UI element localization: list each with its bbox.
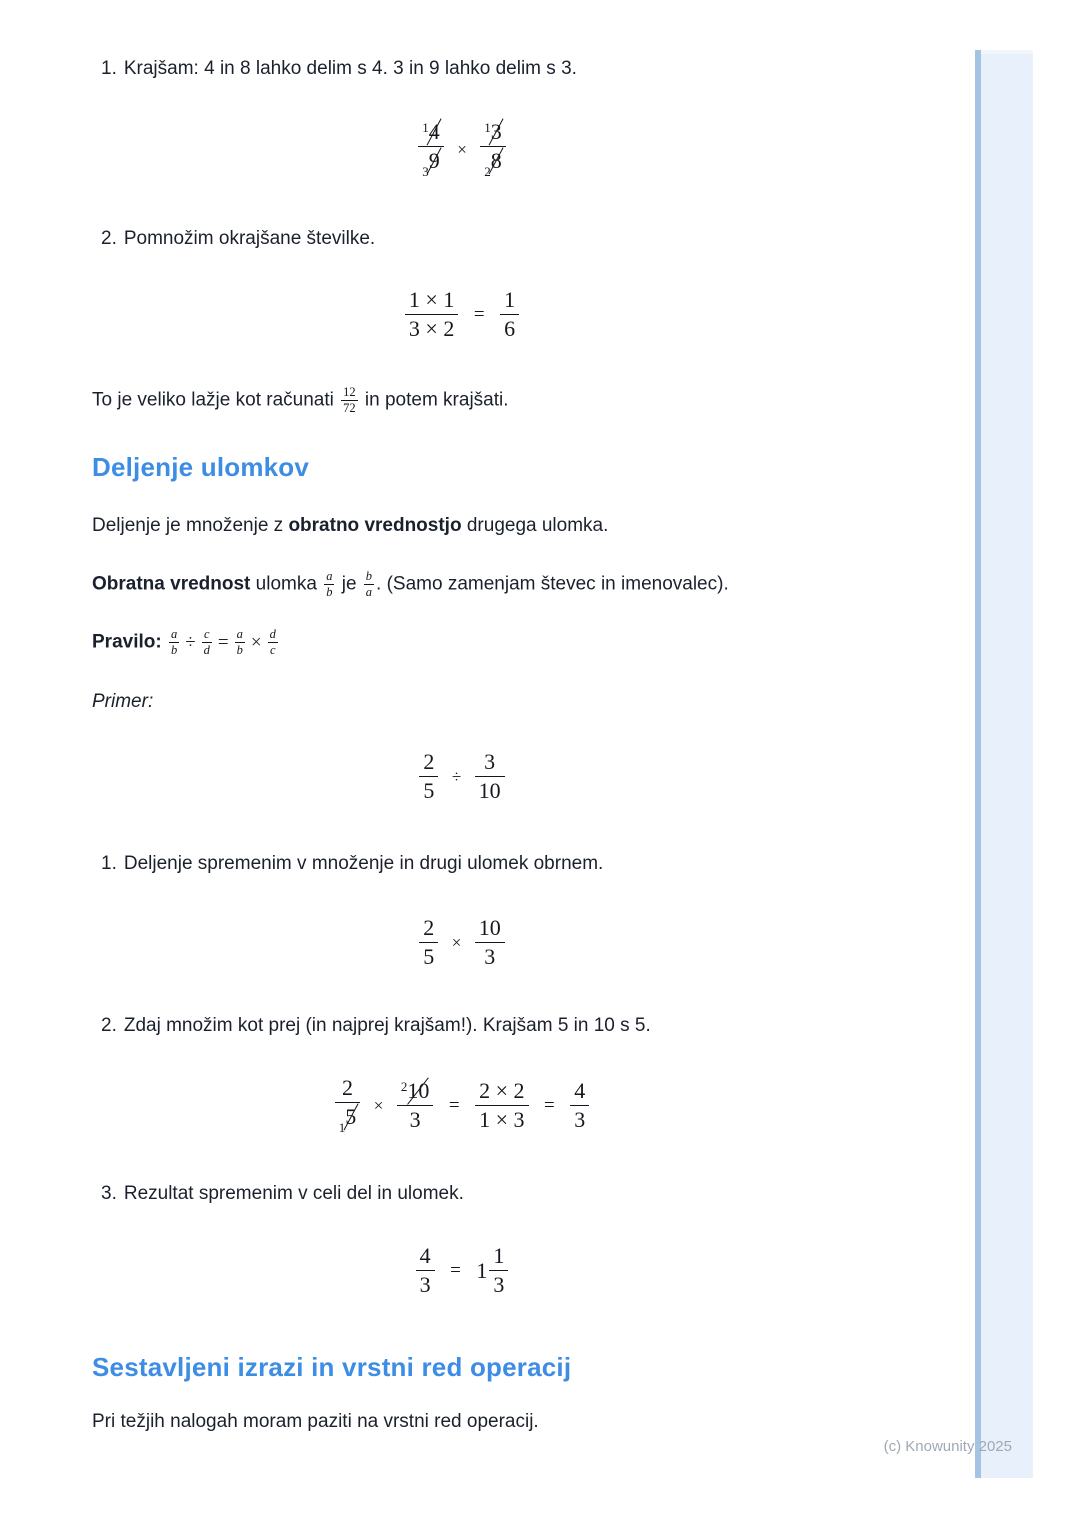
text: . (Samo zamenjam števec in imenovalec). [376,573,729,595]
paragraph-pravilo [92,628,280,657]
multiply-operator: × [373,1095,384,1115]
equals-sign: = [448,1094,460,1116]
cancel-result-sup: 1 [484,120,491,135]
cancel-result-sub: 2 [484,164,491,180]
equals-sign: = [217,631,229,653]
cancelled-denominator: 9 [428,148,440,174]
fraction [475,916,505,969]
list-item-2b [101,1014,651,1039]
numerator: 4 [574,1078,586,1104]
numerator: 2 [342,1075,354,1100]
fraction [419,916,438,969]
equals-sign: = [473,303,485,325]
list-marker: 3. [101,1183,117,1204]
cancel-result-sup: 2 [400,1079,408,1095]
numerator: a [236,627,243,641]
list-marker: 1. [101,853,117,874]
section-heading-sestavljeni-izrazi: Sestavljeni izrazi in vrstni red operacij [92,1352,572,1382]
list-marker: 1. [101,58,117,79]
denominator: 72 [343,401,356,416]
numerator: 2 × 2 [479,1078,525,1104]
text: je [341,573,357,595]
cancel-result-sub: 1 [338,1120,346,1136]
text: ulomka [250,573,317,595]
fraction [570,1079,589,1132]
fraction [397,1079,434,1132]
watermark: (c) Knowunity 2025 [883,1438,1012,1455]
divide-operator: ÷ [451,766,462,786]
formula-division-example [92,750,832,803]
whole-number: 1 [476,1257,488,1283]
multiply-operator: × [451,932,462,952]
fraction [405,288,458,341]
equals-sign: = [544,1094,555,1116]
inline-fraction [341,386,358,415]
cancelled-numerator: 3 [490,119,502,144]
numerator: a [326,569,333,583]
list-item-text: Pomnožim okrajšane številke. [123,228,376,249]
cancelled-numerator: 4 [428,119,440,144]
denominator: 10 [475,776,505,803]
inline-fraction [268,628,278,657]
section-heading-deljenje-ulomkov: Deljenje ulomkov [92,452,310,482]
list-item-2 [101,227,375,252]
denominator: 5 [419,776,438,803]
cancel-result-sub: 3 [422,164,429,180]
list-item-text: Deljenje spremenim v množenje in drugi ulomek obrnem. [123,853,604,874]
formula-reciprocal-multiplication [92,916,832,969]
fraction [489,1244,508,1297]
numerator: a [170,627,178,641]
text: drugega ulomka. [461,515,609,536]
numerator: 2 [423,749,435,774]
denominator: b [326,585,333,600]
numerator: c [204,627,210,641]
numerator: 10 [478,915,501,940]
paragraph-obratna-vrednost [92,570,729,599]
fraction [416,1244,435,1297]
fraction [475,1079,528,1132]
formula-multiplied-result [92,288,832,341]
next-page-edge [981,50,1033,1478]
list-item-text: Zdaj množim kot prej (in najprej krajšam!). Krajšam 5 in 10 s 5. [123,1015,651,1036]
page-content [92,0,938,1528]
paragraph-definition [92,514,608,539]
cancelled-denominator: 8 [490,148,502,174]
fraction [335,1076,361,1135]
denominator: 1 × 3 [475,1105,528,1132]
fraction [475,750,505,803]
inline-fraction [169,628,179,657]
denominator: b [170,643,178,658]
equals-sign: = [450,1259,461,1281]
list-marker: 2. [101,1015,117,1036]
list-item-text: Krajšam: 4 in 8 lahko delim s 4. 3 in 9 lahko delim s 3. [123,58,577,79]
inline-fraction [235,628,245,657]
list-item-text: Rezultat spremenim v celi del in ulomek. [123,1183,464,1204]
denominator: b [236,643,243,658]
numerator: d [269,627,276,641]
numerator: 1 × 1 [408,287,455,312]
fraction [500,288,519,341]
cancelled-numerator: 10 [407,1078,430,1104]
bold-term: obratno vrednostjo [288,515,462,536]
denominator: c [269,643,276,658]
formula-mixed-number [92,1244,832,1297]
cancelled-denominator: 5 [345,1104,357,1130]
formula-cancelled-multiplication [92,120,832,179]
numerator: 12 [343,385,356,399]
list-item-3b [101,1182,464,1207]
denominator: 5 [419,942,438,969]
list-marker: 2. [101,228,117,249]
denominator: 3 [570,1105,589,1132]
numerator: 2 [423,915,435,940]
denominator: 3 [489,1270,508,1297]
numerator: 3 [484,749,496,774]
note-text-pre: To je veliko lažje kot računati [92,389,340,411]
note-text-post: in potem krajšati. [359,389,509,411]
numerator: 1 [504,287,516,312]
numerator: b [365,569,373,583]
primer-label: Primer: [92,691,154,712]
inline-fraction [202,628,212,657]
denominator: 3 [475,942,505,969]
denominator: a [365,585,373,600]
multiply-operator: × [250,631,262,653]
bold-term: Obratna vrednost [92,573,251,595]
paragraph-vrstni-red: Pri težjih nalogah moram paziti na vrstni red operacij. [92,1411,539,1432]
numerator: 1 [493,1243,505,1268]
rule-label: Pravilo: [92,631,162,653]
fraction [419,750,438,803]
divide-operator: ÷ [185,631,196,653]
multiply-operator: × [457,139,467,159]
cancel-result-sup: 1 [422,120,429,135]
fraction [418,120,444,179]
denominator: 6 [500,314,519,341]
denominator: 3 [416,1270,435,1297]
numerator: 4 [419,1243,431,1268]
list-item-1b [101,852,603,877]
denominator: d [203,643,210,658]
fraction [480,120,506,179]
denominator: 3 × 2 [405,314,458,341]
inline-fraction [364,570,374,599]
formula-cancel-and-result [92,1076,832,1135]
note-paragraph [92,386,509,415]
denominator: 3 [397,1105,434,1132]
inline-fraction [324,570,334,599]
text: Deljenje je množenje z [92,515,289,536]
list-item-1 [101,57,577,82]
